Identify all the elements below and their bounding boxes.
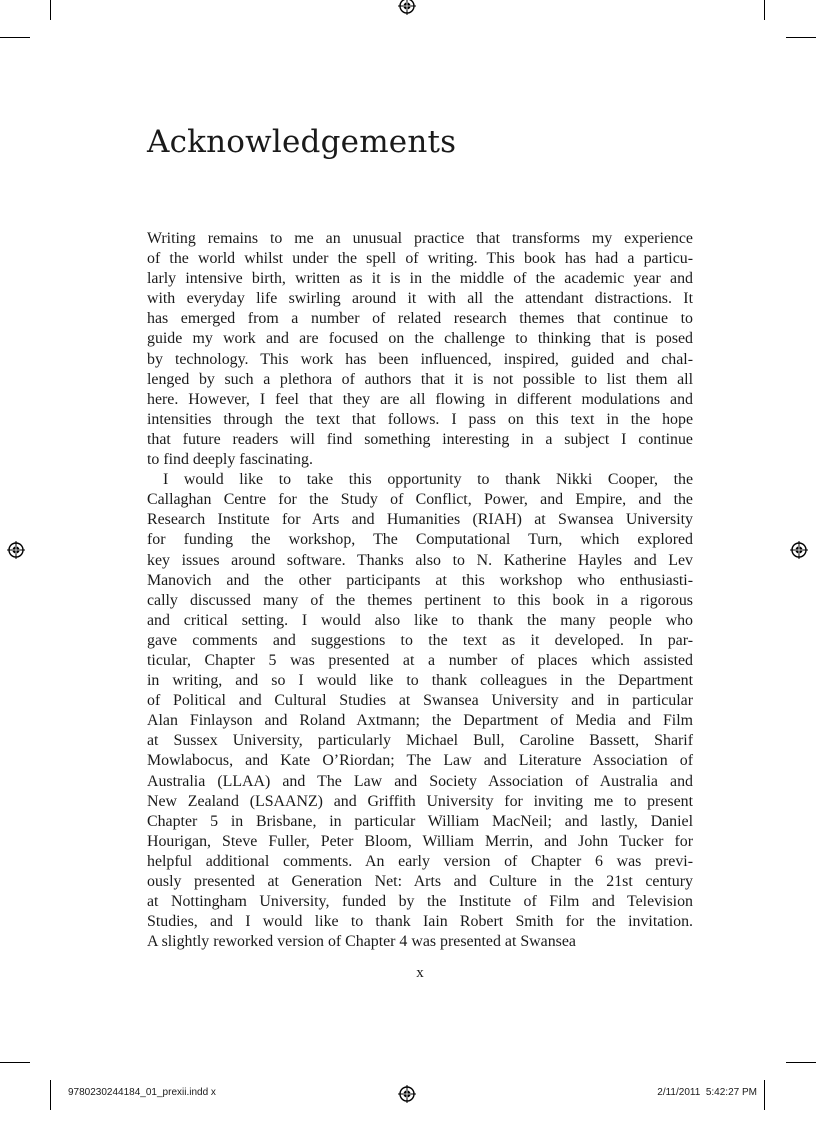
text-line: intensities through the text that follows. I pass on this text in the hope: [147, 410, 693, 428]
text-line: with everyday life swirling around it with all the attendant distractions. It: [147, 290, 693, 308]
text-line: ously presented at Generation Net: Arts and Culture in the 21st century: [147, 873, 693, 890]
text-line: of Political and Cultural Studies at Swansea University and in particular: [147, 692, 693, 710]
text-line: Manovich and the other participants at this workshop who enthusiasti-: [147, 571, 693, 589]
text-line: I would like to take this opportunity to thank Nikki Cooper, the: [163, 471, 693, 489]
text-line: of the world whilst under the spell of writing. This book has had a particu-: [147, 250, 693, 268]
text-line: to find deeply fascinating.: [147, 451, 313, 469]
registration-mark-icon: [6, 540, 26, 560]
registration-mark-icon: [789, 540, 809, 560]
text-line: at Sussex University, particularly Michael Bull, Caroline Bassett, Sharif: [147, 732, 693, 750]
text-line: ticular, Chapter 5 was presented at a number of places which assisted: [147, 651, 693, 669]
crop-mark-left-bottom: [0, 1062, 30, 1063]
text-line: larly intensive birth, written as it is in the middle of the academic year and: [147, 270, 693, 288]
text-line: Chapter 5 in Brisbane, in particular William MacNeil; and lastly, Daniel: [147, 812, 693, 830]
text-line: Research Institute for Arts and Humanities (RIAH) at Swansea University: [147, 511, 693, 529]
crop-mark-bottom-left: [50, 1080, 51, 1110]
text-line: helpful additional comments. An early version of Chapter 6 was previ-: [147, 852, 693, 870]
text-line: Hourigan, Steve Fuller, Peter Bloom, William Merrin, and John Tucker for: [147, 832, 693, 850]
crop-mark-right-top: [786, 37, 816, 38]
page-title: Acknowledgements: [147, 124, 457, 160]
crop-mark-bottom-right: [764, 1080, 765, 1110]
slug-file-name: 9780230244184_01_prexii.indd x: [68, 1087, 216, 1098]
crop-mark-left-top: [0, 37, 30, 38]
slug-time: 5:42:27 PM: [705, 1087, 757, 1098]
text-line: by technology. This work has been influenced, inspired, guided and chal-: [147, 350, 693, 368]
text-line: at Nottingham University, funded by the Institute of Film and Television: [147, 893, 693, 911]
crop-mark-top-right: [764, 0, 765, 20]
text-line: Studies, and I would like to thank Iain Robert Smith for the invitation.: [147, 913, 693, 931]
text-line: has emerged from a number of related research themes that continue to: [147, 310, 693, 328]
text-line: Writing remains to me an unusual practice that transforms my experience: [147, 230, 693, 247]
text-line: gave comments and suggestions to the text as it developed. In par-: [147, 631, 693, 649]
text-line: A slightly reworked version of Chapter 4 was presented at Swansea: [147, 933, 576, 951]
text-line: guide my work and are focused on the challenge to thinking that is posed: [147, 330, 693, 348]
paragraph-2: [147, 470, 693, 952]
text-line: and critical setting. I would also like to thank the many people who: [147, 611, 693, 629]
text-line: lenged by such a plethora of authors that it is not possible to list them all: [147, 370, 693, 388]
slug-date: 2/11/2011: [657, 1087, 701, 1098]
crop-mark-top-left: [50, 0, 51, 20]
registration-mark-icon: [397, 0, 417, 16]
text-line: that future readers will find something interesting in a subject I continue: [147, 430, 693, 448]
text-line: Callaghan Centre for the Study of Conflict, Power, and Empire, and the: [147, 491, 693, 509]
slug-timestamp: [657, 1087, 757, 1098]
text-line: New Zealand (LSAANZ) and Griffith University for inviting me to present: [147, 792, 693, 810]
paragraph-1: [147, 229, 693, 470]
text-line: key issues around software. Thanks also to N. Katherine Hayles and Lev: [147, 551, 693, 569]
text-line: Australia (LLAA) and The Law and Society Association of Australia and: [147, 772, 693, 790]
crop-mark-right-bottom: [786, 1062, 816, 1063]
text-line: in writing, and so I would like to thank colleagues in the Department: [147, 672, 693, 690]
text-line: Mowlabocus, and Kate O’Riordan; The Law and Literature Association of: [147, 752, 693, 770]
page-number: x: [416, 965, 424, 981]
text-line: cally discussed many of the themes pertinent to this book in a rigorous: [147, 591, 693, 609]
text-line: for funding the workshop, The Computational Turn, which explored: [147, 531, 693, 549]
text-line: here. However, I feel that they are all flowing in different modulations and: [147, 390, 693, 408]
registration-mark-icon: [397, 1084, 417, 1104]
text-line: Alan Finlayson and Roland Axtmann; the Department of Media and Film: [147, 712, 693, 730]
body-text: [147, 229, 693, 952]
